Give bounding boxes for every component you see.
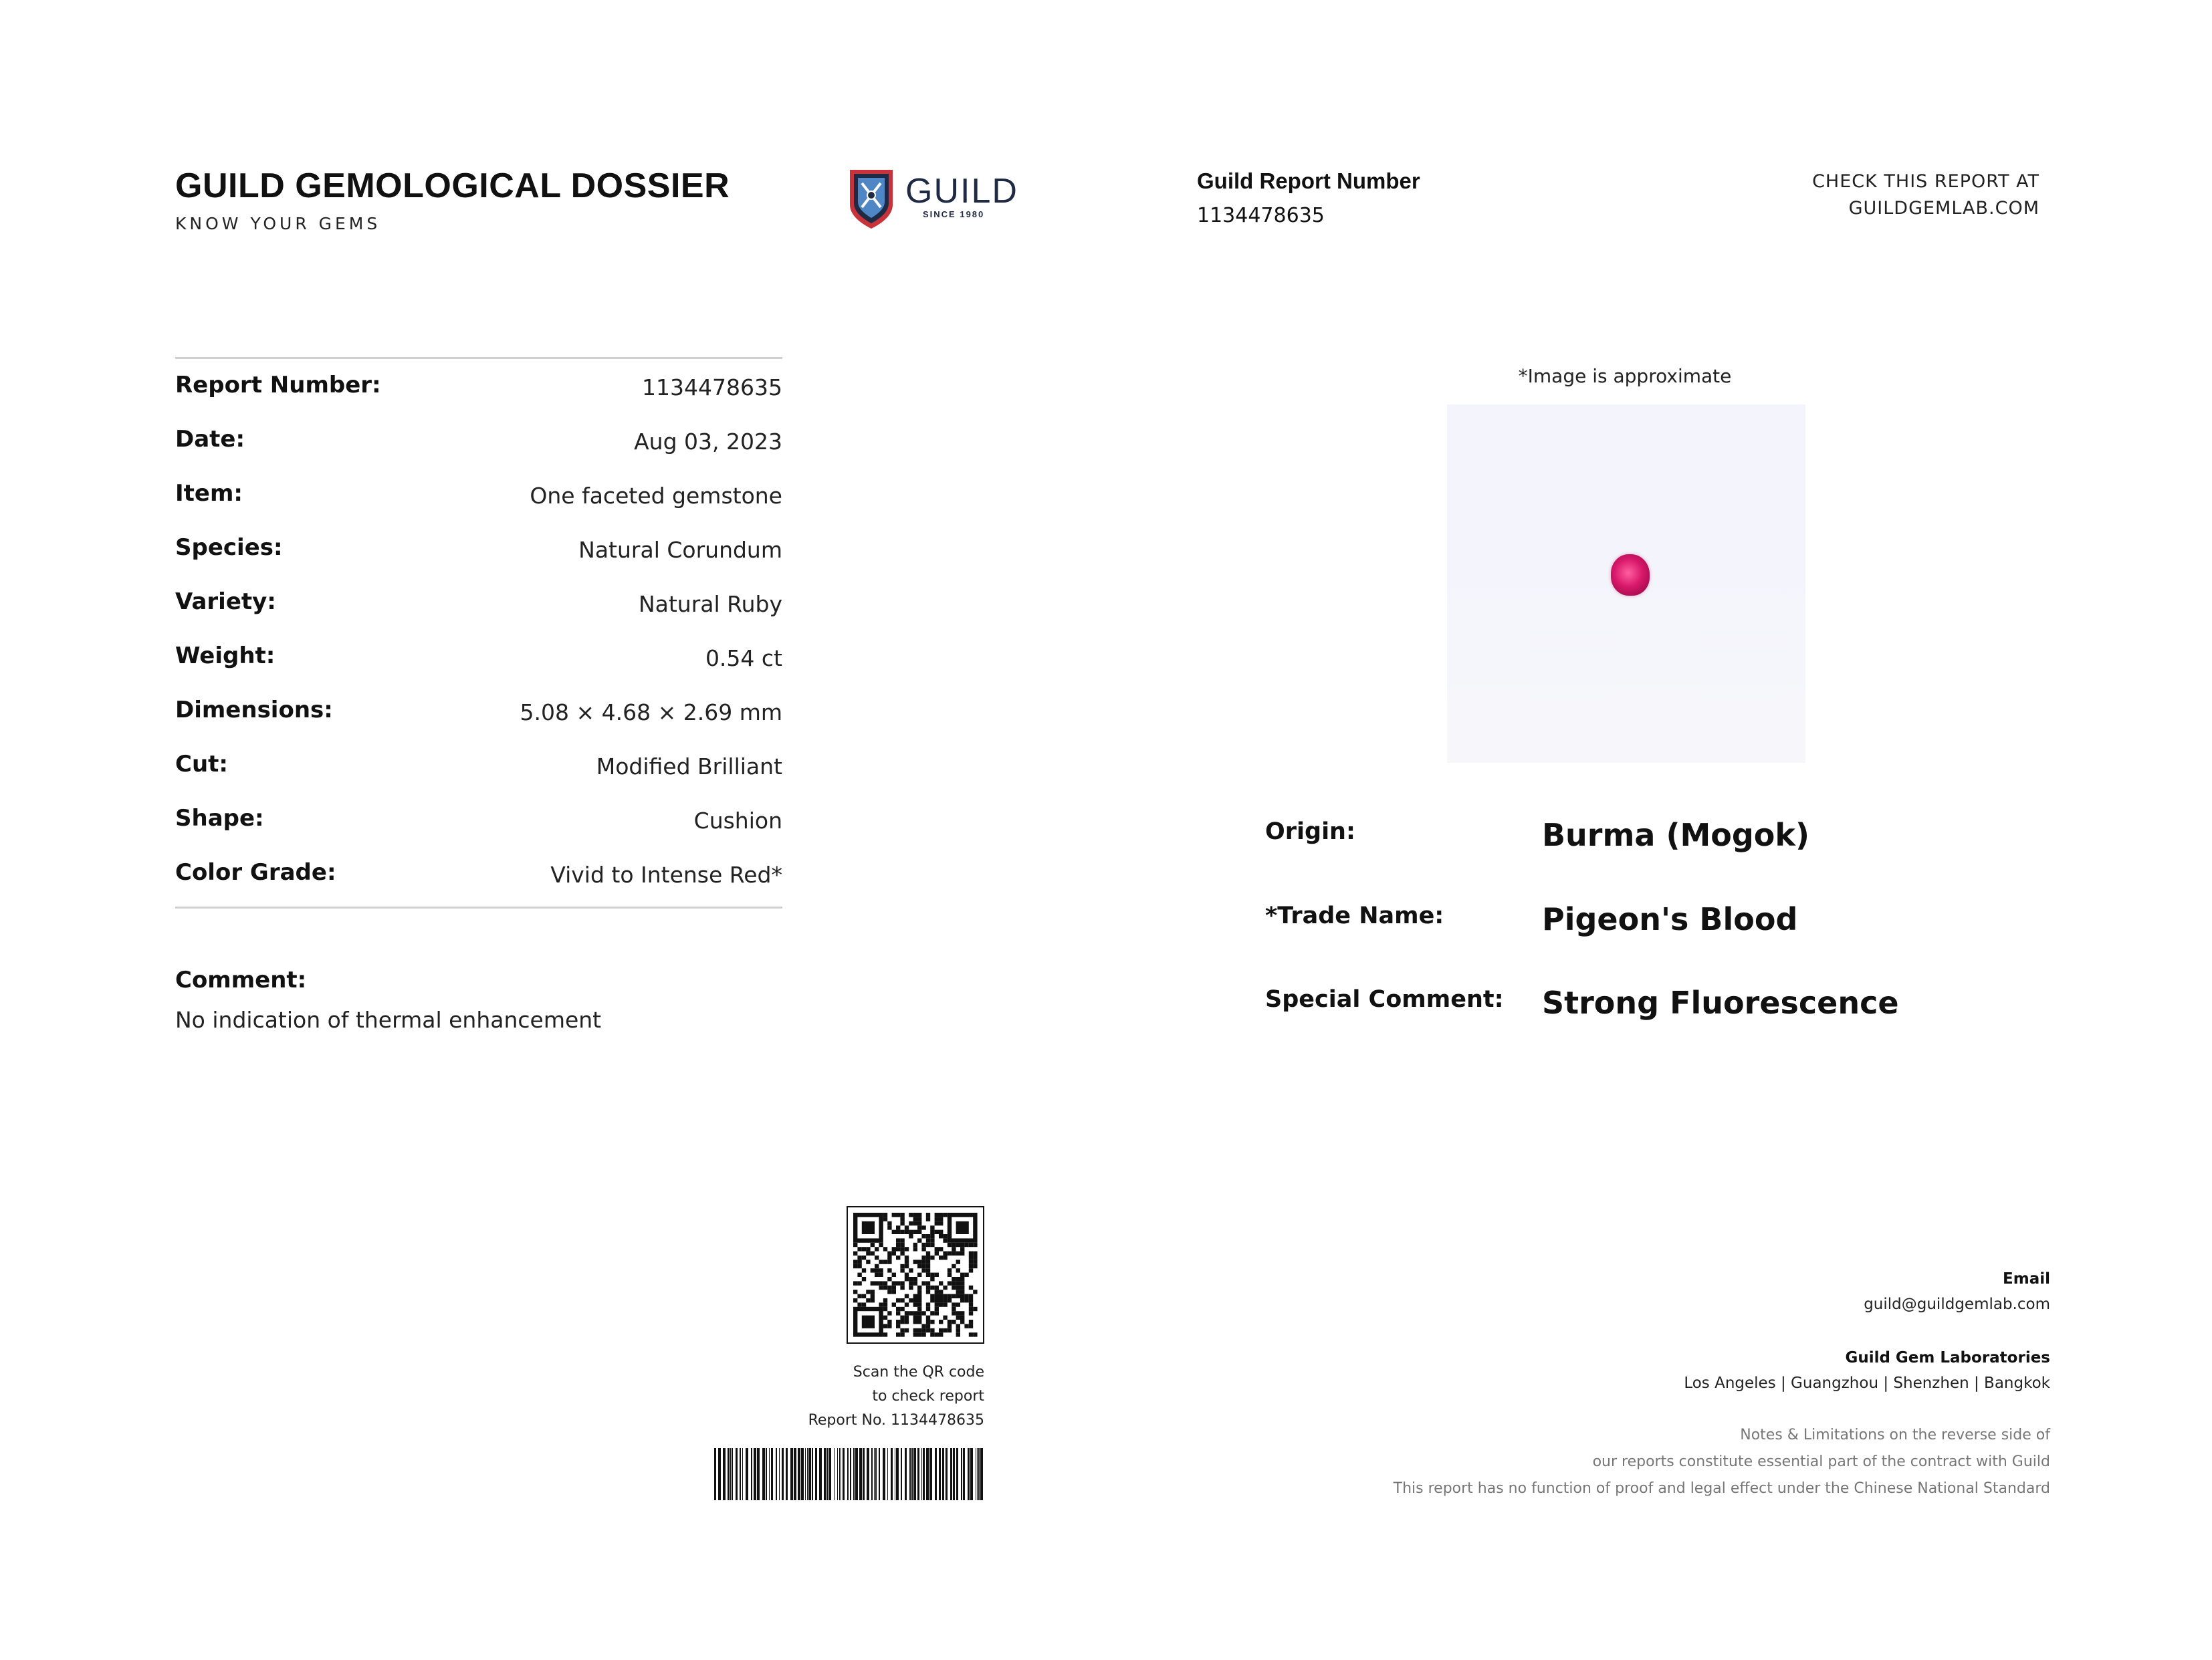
detail-label: Report Number: <box>175 372 381 398</box>
header-report-number-label: Guild Report Number <box>1197 168 1420 193</box>
header-report-number-value: 1134478635 <box>1197 204 1325 227</box>
detail-value: Vivid to Intense Red* <box>550 862 782 888</box>
detail-label: Date: <box>175 426 245 453</box>
detail-value: Natural Corundum <box>578 537 782 563</box>
email-label: Email <box>2003 1270 2050 1288</box>
detail-label: Species: <box>175 534 283 561</box>
detail-row-item <box>175 480 782 534</box>
detail-row-date <box>175 426 782 480</box>
image-approximate-note: *Image is approximate <box>1518 365 1732 387</box>
detail-label: Dimensions: <box>175 697 333 723</box>
detail-row-dimensions <box>175 697 782 751</box>
detail-value: Modified Brilliant <box>596 753 782 780</box>
detail-value: One faceted gemstone <box>530 483 782 509</box>
detail-label: Variety: <box>175 588 276 615</box>
detail-value: Aug 03, 2023 <box>634 429 782 455</box>
detail-label: Shape: <box>175 805 264 832</box>
qr-caption-3: Report No. 1134478635 <box>808 1412 984 1429</box>
detail-row-variety <box>175 588 782 642</box>
divider-top <box>175 357 782 359</box>
detail-value: Natural Ruby <box>638 591 782 617</box>
check-report-link[interactable]: GUILDGEMLAB.COM <box>1848 198 2039 219</box>
disclaimer-line-2: our reports constitute essential part of the contract with Guild <box>1592 1453 2050 1470</box>
special-comment-value: Strong Fluorescence <box>1542 985 1899 1021</box>
barcode-icon <box>714 1448 984 1500</box>
comment-value: No indication of thermal enhancement <box>175 1007 602 1033</box>
email-link[interactable]: guild@guildgemlab.com <box>1864 1296 2050 1313</box>
detail-row-report-number <box>175 372 782 426</box>
detail-row-shape <box>175 805 782 859</box>
brand-tagline: KNOW YOUR GEMS <box>175 214 381 233</box>
detail-value: 1134478635 <box>642 374 782 400</box>
detail-row-weight <box>175 642 782 697</box>
brand-title: GUILD GEMOLOGICAL DOSSIER <box>175 166 730 205</box>
special-comment-label: Special Comment: <box>1265 986 1504 1013</box>
detail-label: Item: <box>175 480 243 507</box>
details-table <box>175 372 782 913</box>
detail-row-color-grade <box>175 859 782 913</box>
ruby-gem-icon <box>1611 554 1650 596</box>
qr-code-icon <box>848 1207 983 1342</box>
disclaimer-line-3: This report has no function of proof and legal effect under the Chinese National Standard <box>1393 1480 2050 1497</box>
qr-caption-1: Scan the QR code <box>853 1364 984 1381</box>
detail-value: 5.08 × 4.68 × 2.69 mm <box>520 699 782 725</box>
lab-name: Guild Gem Laboratories <box>1845 1349 2050 1367</box>
detail-row-species <box>175 534 782 588</box>
detail-label: Cut: <box>175 751 229 778</box>
qr-code[interactable] <box>847 1206 984 1344</box>
detail-value: 0.54 ct <box>705 645 782 671</box>
trade-name-label: *Trade Name: <box>1265 903 1444 929</box>
trade-name-value: Pigeon's Blood <box>1542 901 1798 937</box>
origin-label: Origin: <box>1265 818 1355 845</box>
detail-row-cut <box>175 751 782 805</box>
detail-value: Cushion <box>693 808 782 834</box>
qr-caption-2: to check report <box>872 1388 984 1405</box>
check-report-line-1: CHECK THIS REPORT AT <box>1812 171 2039 192</box>
logo-wordmark: GUILD <box>905 172 1018 211</box>
logo-since: SINCE 1980 <box>923 209 985 219</box>
lab-locations: Los Angeles | Guangzhou | Shenzhen | Bangkok <box>1684 1375 2050 1392</box>
detail-label: Color Grade: <box>175 859 336 886</box>
comment-label: Comment: <box>175 967 307 993</box>
divider-bottom <box>175 907 782 909</box>
detail-label: Weight: <box>175 642 275 669</box>
origin-value: Burma (Mogok) <box>1542 817 1810 853</box>
disclaimer-line-1: Notes & Limitations on the reverse side of <box>1740 1427 2050 1443</box>
